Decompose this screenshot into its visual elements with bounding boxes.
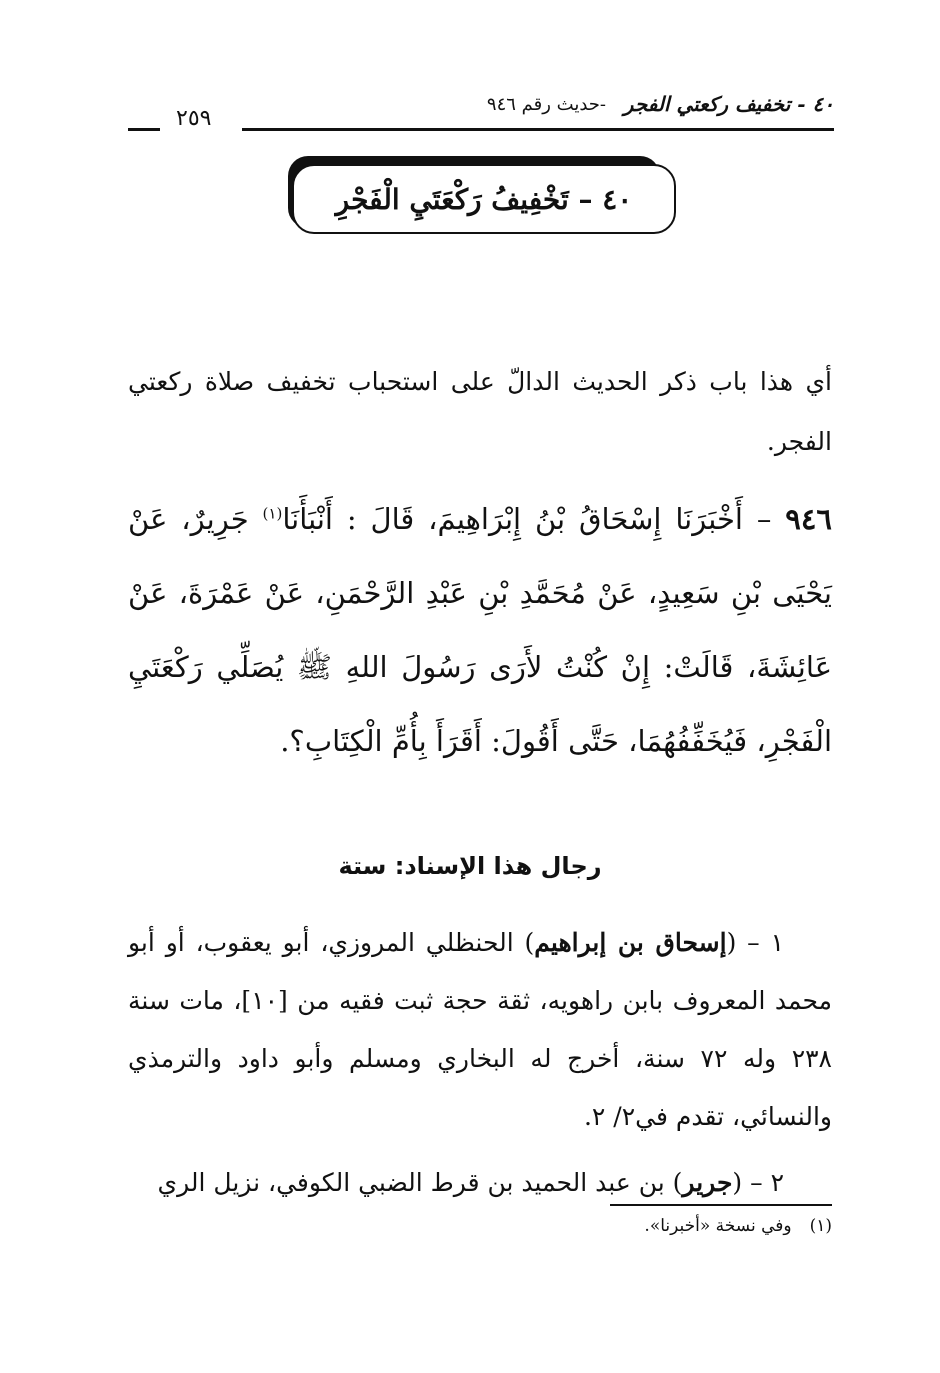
hadith-text-after-note: جَرِيرٌ، عَنْ يَحْيَى بْنِ سَعِيدٍ، عَنْ مُحَمَّدِ بْنِ عَبْدِ الرَّحْمَنِ، عَنْ عَمْرَةَ، عَنْ عَائِشَةَ، قَالَتْ: إِنْ كُنْتُ لأَرَى رَسُولَ اللهِ ﷺ يُصَلِّي رَكْعَتَيِ الْفَجْرِ، فَيُخَفِّفُهُمَا، حَتَّى أَقُولَ: أَقَرَأَ بِأُمِّ الْكِتَابِ؟. <box>128 502 832 758</box>
narrator-name: إسحاق بن إبراهيم <box>534 928 727 957</box>
narrator-entry <box>128 914 832 1146</box>
footnote-rule <box>610 1204 832 1206</box>
running-header-hadith-ref: -حديث رقم ٩٤٦ <box>486 94 606 115</box>
hadith-paragraph <box>128 482 832 778</box>
narrator-name: جرير <box>682 1168 733 1197</box>
running-header <box>128 92 834 132</box>
narrator-details: ) الحنظلي المروزي، أبو يعقوب، أو أبو محمد المعروف بابن راهويه، ثقة حجة ثبت فقيه من [١٠]، مات سنة ٢٣٨ وله ٧٢ سنة، أخرج له البخاري ومسلم وأبو داود والترمذي والنسائي، تقدم في٢/ ٢. <box>128 928 833 1131</box>
running-header-chapter: ٤٠ - تخفيف ركعتي الفجر <box>623 92 834 116</box>
narrator-prefix: ٢ – ( <box>732 1168 784 1197</box>
header-rule-short <box>128 128 160 131</box>
footnote-marker: (١) <box>262 504 283 523</box>
section-heading: رجال هذا الإسناد: ستة <box>338 852 602 880</box>
narrator-prefix: ١ – ( <box>726 928 784 957</box>
narrators-list <box>128 914 832 1220</box>
intro-paragraph: أي هذا باب ذكر الحديث الدالّ على استحباب تخفيف صلاة ركعتي الفجر. <box>128 367 832 456</box>
hadith-text-before-note: – أَخْبَرَنَا إِسْحَاقُ بْنُ إِبْرَاهِيمَ، قَالَ : أَنْبَأَنَا <box>282 502 772 536</box>
chapter-title: ٤٠ – تَخْفِيفُ رَكْعَتَيِ الْفَجْرِ <box>335 182 633 216</box>
footnote-number: (١) <box>809 1216 832 1236</box>
footnote <box>644 1216 832 1236</box>
narrator-details: ) بن عبد الحميد بن قرط الضبي الكوفي، نزيل الري <box>157 1168 683 1197</box>
header-rule <box>242 128 834 131</box>
footnote-text: وفي نسخة «أخبرنا». <box>644 1216 792 1236</box>
chapter-title-box <box>292 164 676 234</box>
page-number: ٢٥٩ <box>176 106 212 131</box>
hadith-number: ٩٤٦ <box>785 502 832 536</box>
